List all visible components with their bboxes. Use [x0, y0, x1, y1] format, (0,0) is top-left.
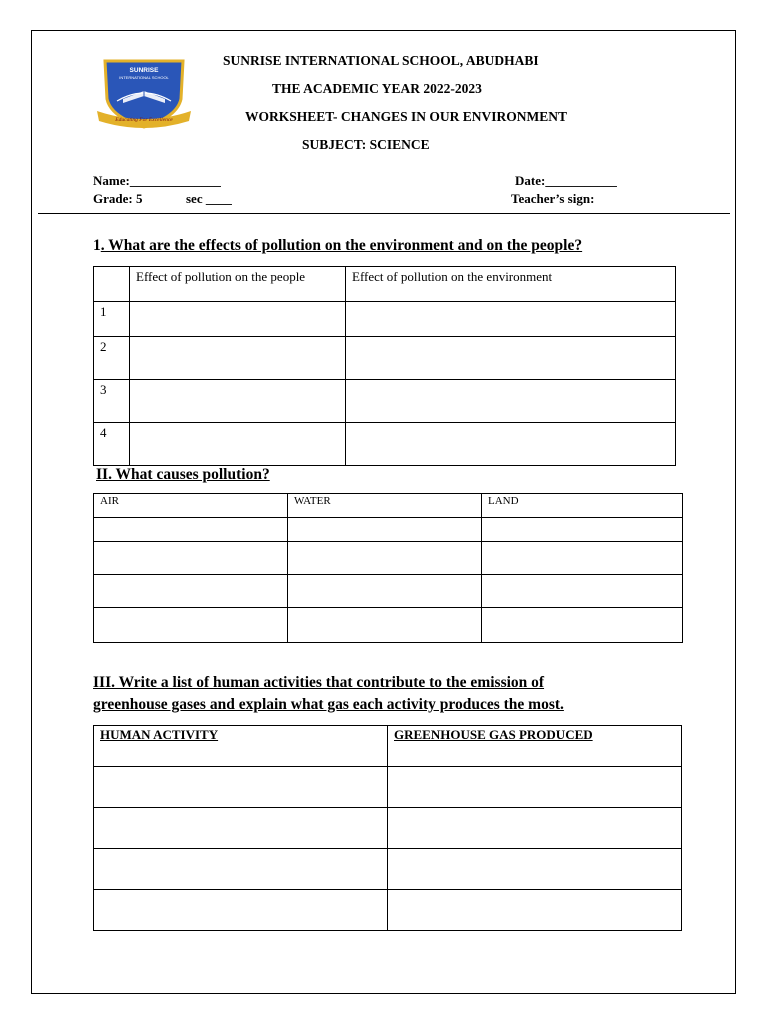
teacher-sign-field[interactable]: Teacher’s sign: — [511, 191, 595, 206]
school-name: SUNRISE INTERNATIONAL SCHOOL, ABUDHABI — [223, 53, 539, 68]
table-row — [94, 767, 682, 808]
answer-cell[interactable] — [94, 767, 388, 808]
grade-field: Grade: 5 — [93, 191, 143, 206]
answer-cell[interactable] — [288, 575, 482, 608]
column-header-greenhouse-gas: GREENHOUSE GAS PRODUCED — [388, 726, 682, 767]
row-number: 4 — [94, 423, 130, 466]
question-3-line-2: greenhouse gases and explain what gas each activity produces the most. — [93, 696, 564, 713]
date-field[interactable]: Date:___________ — [515, 173, 617, 188]
answer-cell[interactable] — [94, 608, 288, 643]
answer-cell[interactable] — [388, 767, 682, 808]
question-3-line-1: III. Write a list of human activities that contribute to the emission of — [93, 674, 545, 691]
answer-cell[interactable] — [94, 575, 288, 608]
row-number: 2 — [94, 337, 130, 380]
table-row — [94, 423, 676, 466]
question-1 — [93, 237, 582, 255]
table-row — [94, 575, 683, 608]
row-number: 1 — [94, 302, 130, 337]
answer-cell[interactable] — [130, 302, 346, 337]
question-2: II. What causes pollution? — [96, 466, 270, 483]
worksheet-title: WORKSHEET- CHANGES IN OUR ENVIRONMENT — [245, 109, 568, 124]
activities-table — [93, 725, 682, 931]
sec-field[interactable]: sec ____ — [186, 191, 232, 206]
column-header-people: Effect of pollution on the people — [130, 267, 346, 302]
table-row — [94, 518, 683, 542]
answer-cell[interactable] — [388, 808, 682, 849]
table-header-row — [94, 267, 676, 302]
table-row — [94, 608, 683, 643]
answer-cell[interactable] — [288, 518, 482, 542]
logo-motto: Educating For Excellence — [115, 117, 173, 123]
table-row — [94, 890, 682, 931]
table-header-row — [94, 726, 682, 767]
answer-cell[interactable] — [130, 423, 346, 466]
table-header-row — [94, 494, 683, 518]
answer-cell[interactable] — [482, 575, 683, 608]
answer-cell[interactable] — [94, 849, 388, 890]
table-row — [94, 380, 676, 423]
answer-cell[interactable] — [94, 518, 288, 542]
answer-cell[interactable] — [94, 890, 388, 931]
table-row — [94, 302, 676, 337]
row-number: 3 — [94, 380, 130, 423]
answer-cell[interactable] — [346, 302, 676, 337]
answer-cell[interactable] — [288, 542, 482, 575]
column-header-human-activity: HUMAN ACTIVITY — [94, 726, 388, 767]
table-row — [94, 337, 676, 380]
table-row — [94, 808, 682, 849]
column-header-land: LAND — [482, 494, 683, 518]
table-cell — [94, 267, 130, 302]
subject: SUBJECT: SCIENCE — [302, 137, 430, 152]
logo-sub-text: INTERNATIONAL SCHOOL — [119, 75, 169, 80]
question-1-text: . What are the effects of pollution on the environment and on the people? — [100, 237, 583, 254]
logo-top-text: SUNRISE — [129, 67, 159, 74]
column-header-air: AIR — [94, 494, 288, 518]
answer-cell[interactable] — [482, 542, 683, 575]
table-row — [94, 849, 682, 890]
answer-cell[interactable] — [346, 337, 676, 380]
answer-cell[interactable] — [94, 808, 388, 849]
column-header-environment: Effect of pollution on the environment — [346, 267, 676, 302]
question-1-number: 1 — [93, 237, 101, 254]
answer-cell[interactable] — [388, 890, 682, 931]
answer-cell[interactable] — [130, 380, 346, 423]
answer-cell[interactable] — [94, 542, 288, 575]
name-field[interactable]: Name:______________ — [93, 173, 221, 188]
answer-cell[interactable] — [482, 608, 683, 643]
school-logo — [95, 55, 193, 133]
causes-table — [93, 493, 683, 643]
answer-cell[interactable] — [388, 849, 682, 890]
answer-cell[interactable] — [288, 608, 482, 643]
table-row — [94, 542, 683, 575]
header-divider — [38, 213, 730, 214]
answer-cell[interactable] — [482, 518, 683, 542]
column-header-water: WATER — [288, 494, 482, 518]
answer-cell[interactable] — [130, 337, 346, 380]
academic-year: THE ACADEMIC YEAR 2022-2023 — [272, 81, 482, 96]
effects-table — [93, 266, 676, 466]
answer-cell[interactable] — [346, 423, 676, 466]
answer-cell[interactable] — [346, 380, 676, 423]
